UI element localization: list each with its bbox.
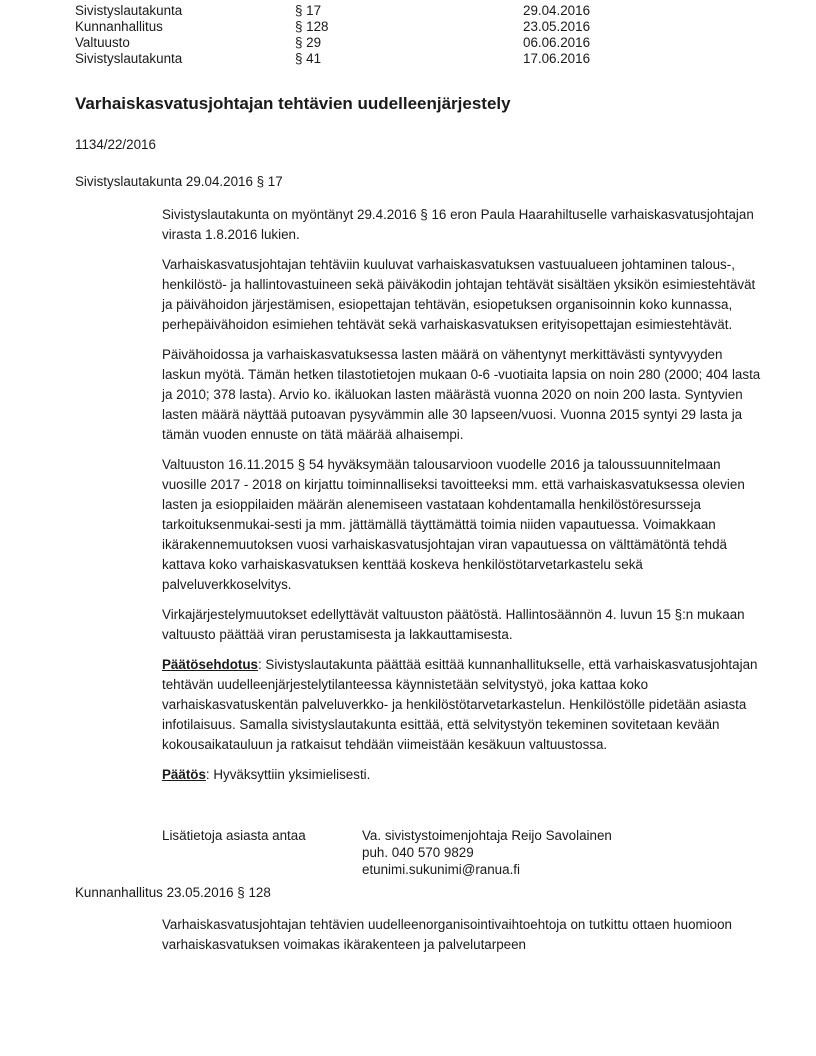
contact-email: etunimi.sukunimi@ranua.fi <box>362 862 520 877</box>
paragraph: Virkajärjestelymuutokset edellyttävät valtuuston päätöstä. Hallintosäännön 4. luvun 15 §:n mukaan valtuusto päättää viran perustamisesta ja lakkauttamisesta. <box>162 607 745 642</box>
contact-phone: puh. 040 570 9829 <box>362 845 474 860</box>
paragraph: Valtuuston 16.11.2015 § 54 hyväksymään talousarvioon vuodelle 2016 ja taloussuunnitelmaan vuosille 2017 - 2018 on kirjattu toiminnalliseksi tavoitteeksi mm. että varhaiskasvatuksessa olevien lasten ja esioppilaiden määrän alenemiseen vastataan kohdentamalla henkilöstöresursseja tarkoituksenmukai-sesti ja mm. jättämällä täyttämättä toimia niiden vapautuessa. Voimakkaan ikärakennemuutoksen vuosi varhaiskasvatusjohtajan viran vapautuessa on välttämätöntä tehdä kattava koko varhaiskasvatuksen kenttää koskeva henkilöstötarvetarkastelu sekä palveluverkkoselvitys. <box>162 457 745 592</box>
contact-label: Lisätietoja asiasta antaa <box>162 828 306 843</box>
page-title: Varhaiskasvatusjohtajan tehtävien uudelleenjärjestely <box>75 94 511 113</box>
paragraph: Varhaiskasvatusjohtajan tehtävien uudelleenorganisointivaihtoehtoja on tutkittu ottaen huomioon varhaiskasvatuksen voimakas ikärakenteen ja palvelutarpeen <box>162 917 732 952</box>
table-row <box>75 3 776 19</box>
contact-details <box>362 827 762 878</box>
table-cell-date: 29.04.2016 <box>523 3 591 18</box>
table-row <box>75 19 776 35</box>
paragraph: Päivähoidossa ja varhaiskasvatuksessa lasten määrä on vähentynyt merkittävästi syntyvyyden laskun myötä. Tämän hetken tilastotietojen mukaan 0-6 -vuotiaita lapsia on noin 280 (2000; 404 lasta ja 2010; 378 lasta). Arvio ko. ikäluokan lasten määrästä vuonna 2020 on noin 200 lasta. Syntyvien lasten määrä näyttää putoavan pysyvämmin alle 30 lapseen/vuosi. Vuonna 2015 syntyi 29 lasta ja tämän vuoden ennuste on tätä määrää alhaisempi. <box>162 347 761 442</box>
section-heading-kunnanhallitus: Kunnanhallitus 23.05.2016 § 128 <box>75 885 271 900</box>
table-cell-date: 23.05.2016 <box>523 19 591 34</box>
table-cell-body: Kunnanhallitus <box>75 19 163 34</box>
section-body <box>162 205 762 878</box>
table-cell-section: § 128 <box>295 19 329 34</box>
decision-label: Päätös <box>162 767 206 782</box>
decision-proposal-text: : Sivistyslautakunta päättää esittää kunnanhallitukselle, että varhaiskasvatusjohtajan tehtävän uudelleenjärjestelytilanteessa käynnistetään selvitystyö, joka kattaa koko varhaiskasvatuskentän palveluverkko- ja henkilöstötarvetarkastelun. Henkilöstölle pidetään asiasta infotilaisuus. Samalla sivistyslautakunta esittää, että selvitystyön tekeminen sovitetaan kevään kokousaikatauluun ja ratkaisut tehdään viimeistään kesäkuun valtuustossa. <box>162 657 758 752</box>
section-heading-sivistyslautakunta: Sivistyslautakunta 29.04.2016 § 17 <box>75 174 283 189</box>
section-body <box>162 915 762 955</box>
table-cell-body: Valtuusto <box>75 35 130 50</box>
decision-paragraph <box>162 765 762 785</box>
table-cell-section: § 29 <box>295 35 322 50</box>
case-number: 1134/22/2016 <box>75 137 156 152</box>
table-cell-date: 17.06.2016 <box>523 51 591 66</box>
decision-text: : Hyväksyttiin yksimielisesti. <box>205 767 371 782</box>
table-cell-body: Sivistyslautakunta <box>75 3 183 18</box>
table-cell-section: § 41 <box>295 51 322 66</box>
table-row <box>75 35 776 51</box>
header-table <box>75 3 776 67</box>
decision-proposal-label: Päätösehdotus <box>162 657 258 672</box>
contact-person: Va. sivistystoimenjohtaja Reijo Savolainen <box>362 828 612 843</box>
table-row <box>75 51 776 67</box>
table-cell-section: § 17 <box>295 3 322 18</box>
table-cell-body: Sivistyslautakunta <box>75 51 183 66</box>
contact-block <box>162 827 762 878</box>
paragraph: Sivistyslautakunta on myöntänyt 29.4.2016 § 16 eron Paula Haarahiltuselle varhaiskasvatusjohtajan virasta 1.8.2016 lukien. <box>162 207 754 242</box>
decision-proposal-paragraph <box>162 655 762 755</box>
table-cell-date: 06.06.2016 <box>523 35 591 50</box>
paragraph: Varhaiskasvatusjohtajan tehtäviin kuuluvat varhaiskasvatuksen vastuualueen johtaminen talous-, henkilöstö- ja hallintovastuineen sekä päiväkodin johtajan tehtävät sisältäen yksikön esimiestehtävät ja päivähoidon järjestämisen, esiopettajan tehtävän, esiopetuksen organisoinnin koko kunnassa, perhepäivähoidon esimiehen tehtävät sekä varhaiskasvatuksen erityisopettajan esimiestehtävät. <box>162 257 756 332</box>
